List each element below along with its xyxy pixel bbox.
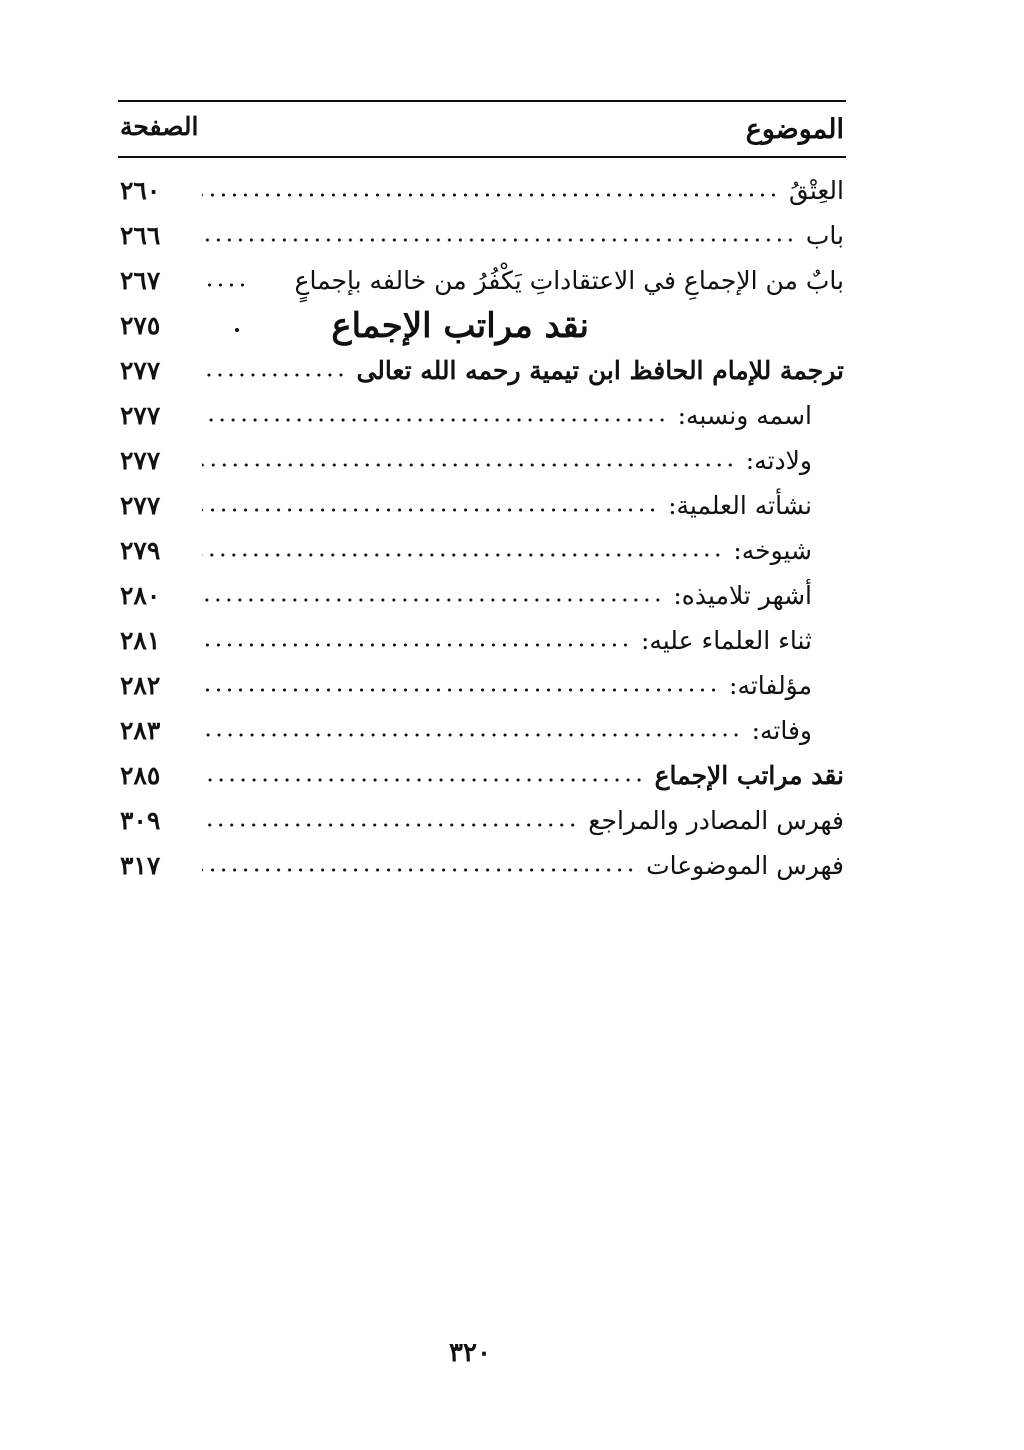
toc-page-number: ٢٧٧ bbox=[120, 356, 161, 385]
dot-leader bbox=[202, 273, 248, 297]
toc-page-number: ٢٧٥ bbox=[120, 311, 161, 340]
toc-entry-title: باب bbox=[805, 221, 844, 250]
dot-leader bbox=[202, 633, 631, 657]
toc-entry-title: نشأته العلمية: bbox=[668, 491, 812, 520]
toc-row bbox=[118, 258, 846, 303]
toc-row bbox=[118, 528, 846, 573]
dot-leader bbox=[202, 723, 742, 747]
toc-page-number: ٢٨٢ bbox=[120, 671, 161, 700]
toc-page-number: ٢٧٩ bbox=[120, 536, 161, 565]
toc-page-number: ٣٠٩ bbox=[120, 806, 161, 835]
toc-row bbox=[118, 843, 846, 888]
toc-entry-title: بابٌ من الإجماعِ في الاعتقاداتِ يَكْفُرُ من خالفه بإجماعٍ bbox=[294, 266, 844, 295]
dot-leader bbox=[202, 768, 645, 792]
toc-row bbox=[118, 708, 846, 753]
toc-page-number: ٢٨١ bbox=[120, 626, 161, 655]
dot-leader bbox=[202, 228, 796, 252]
toc-page-number: ٢٦٧ bbox=[120, 266, 161, 295]
toc-page-number: ٢٦٦ bbox=[120, 221, 161, 250]
toc-page-number: ٣١٧ bbox=[120, 851, 161, 880]
dot-leader bbox=[202, 453, 736, 477]
toc-entry-title: نقد مراتب الإجماع bbox=[654, 761, 844, 790]
toc-row bbox=[118, 573, 846, 618]
toc-row bbox=[118, 753, 846, 798]
table-of-contents bbox=[118, 168, 846, 888]
toc-page-number: ٢٨٠ bbox=[120, 581, 161, 610]
toc-row bbox=[118, 348, 846, 393]
toc-entry-title: ولادته: bbox=[745, 446, 812, 475]
dot-leader bbox=[202, 813, 578, 837]
toc-entry-title: مؤلفاته: bbox=[729, 671, 812, 700]
dot-leader bbox=[202, 183, 779, 207]
toc-page-number: ٢٧٧ bbox=[120, 401, 161, 430]
toc-page-number: ٢٧٧ bbox=[120, 446, 161, 475]
toc-entry-title: العِتْقُ bbox=[788, 176, 844, 205]
toc-entry-title: فهرس المصادر والمراجع bbox=[588, 806, 844, 835]
toc-row bbox=[118, 663, 846, 708]
toc-page-number: ٢٦٠ bbox=[120, 176, 161, 205]
toc-page-number: ٢٨٥ bbox=[120, 761, 161, 790]
toc-row bbox=[118, 438, 846, 483]
toc-row bbox=[118, 168, 846, 213]
toc-row bbox=[118, 483, 846, 528]
section-heading: نقد مراتب الإجماع bbox=[331, 305, 589, 346]
dot-leader bbox=[202, 408, 668, 432]
toc-row bbox=[118, 393, 846, 438]
toc-row bbox=[118, 618, 846, 663]
dot-leader bbox=[202, 588, 663, 612]
dot-leader bbox=[202, 543, 723, 567]
toc-entry-title: ثناء العلماء عليه: bbox=[640, 626, 812, 655]
toc-row bbox=[118, 798, 846, 843]
dot-leader bbox=[202, 858, 636, 882]
dot-leader bbox=[202, 678, 719, 702]
dot-leader bbox=[202, 363, 346, 387]
dot-leader bbox=[222, 318, 252, 342]
page-number-footer: ٣٢٠ bbox=[449, 1338, 491, 1368]
page-column-label: الصفحة bbox=[120, 112, 199, 141]
toc-page-number: ٢٨٣ bbox=[120, 716, 161, 745]
toc-row-heading bbox=[118, 303, 846, 348]
toc-entry-title: شيوخه: bbox=[733, 536, 812, 565]
toc-entry-title: اسمه ونسبه: bbox=[677, 401, 812, 430]
toc-page-number: ٢٧٧ bbox=[120, 491, 161, 520]
toc-row bbox=[118, 213, 846, 258]
toc-entry-title: فهرس الموضوعات bbox=[646, 851, 844, 880]
toc-header bbox=[118, 100, 846, 158]
dot-leader bbox=[202, 498, 658, 522]
toc-entry-title: أشهر تلاميذه: bbox=[673, 581, 812, 610]
toc-entry-title: وفاته: bbox=[751, 716, 812, 745]
topic-column-label: الموضوع bbox=[745, 114, 844, 145]
toc-entry-title: ترجمة للإمام الحافظ ابن تيمية رحمه الله تعالى bbox=[356, 356, 844, 385]
